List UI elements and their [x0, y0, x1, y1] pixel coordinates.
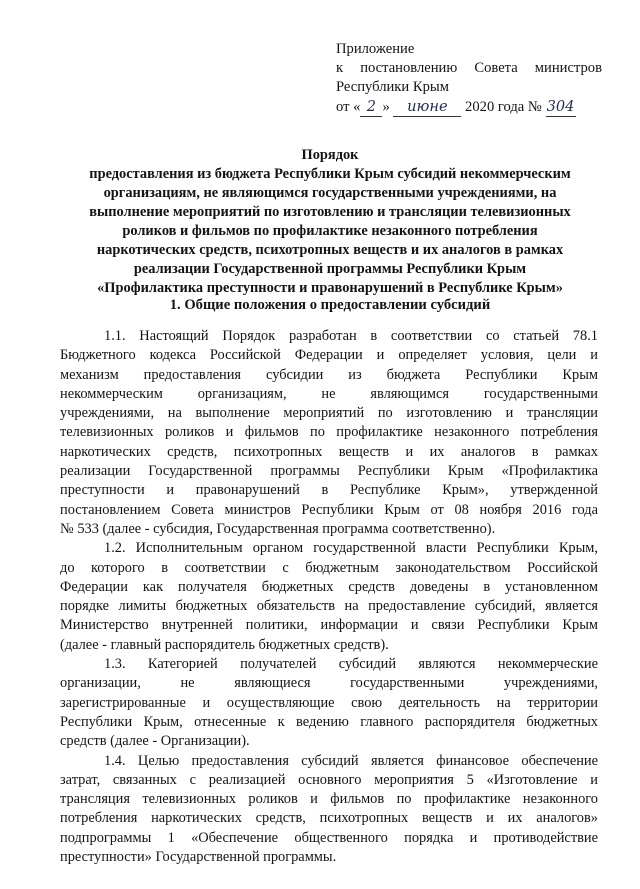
text-line: средств (далее - Организации).: [60, 733, 250, 750]
title-line: выполнение мероприятий по изготовлению и трансляции телевизионных: [89, 204, 571, 220]
paragraph-1-2: [60, 539, 598, 655]
text-line: № 533 (далее - субсидия, Государственная программа соответственно).: [60, 520, 496, 537]
text-line: зарегистрированные и осуществляющие свою деятельность на территории: [60, 694, 598, 711]
text-line: постановлением Совета министров Республики Крым от 08 ноября 2016 года: [60, 501, 598, 518]
text-line: (далее - главный распорядитель бюджетных средств).: [60, 636, 389, 653]
date-year: 2020 года №: [465, 99, 542, 115]
text-line: подпрограммы 1 «Обеспечение общественного порядка и противодействие: [60, 829, 598, 846]
title-line: «Профилактика преступности и правонарушений в Республике Крым»: [97, 280, 563, 296]
text-line: затрат, связанных с реализацией основного мероприятия 5 «Изготовление и: [60, 771, 598, 788]
title-line: предоставления из бюджета Республики Крым субсидий некоммерческим: [89, 166, 571, 182]
appendix-title: Приложение: [336, 41, 415, 57]
title-line: организациям, не являющимся государственными учреждениями, на: [103, 185, 557, 201]
text-line: 1.3. Категорией получателей субсидий являются некоммерческие: [104, 656, 598, 673]
section-heading: 1. Общие положения о предоставлении субсидий: [169, 297, 491, 313]
document-body: [60, 327, 598, 867]
text-line: механизм предоставления субсидии из бюджета Республики Крым: [60, 366, 598, 383]
text-line: Министерство внутренней политики, информации и связи Республики Крым: [60, 617, 598, 634]
text-line: 1.1. Настоящий Порядок разработан в соответствии со статьей 78.1: [104, 328, 598, 344]
date-close-quote: »: [382, 99, 390, 115]
text-line: до которого в соответствии с бюджетным законодательством Российской: [60, 559, 598, 576]
appendix-resolution-line: к постановлению Совета министров: [336, 60, 602, 76]
text-line: реализации Государственной программы Республики Крым «Профилактика: [60, 463, 598, 480]
title-line: реализации Государственной программы Республики Крым: [133, 261, 527, 277]
text-line: преступности и правонарушений в Республике Крым», утвержденной: [60, 482, 598, 499]
handwritten-day: 2: [360, 97, 382, 117]
text-line: наркотических средств, психотропных веществ и их аналогов в рамках: [60, 443, 598, 460]
text-line: порядке лимиты бюджетных обязательств на предоставление субсидий, является: [60, 598, 598, 615]
paragraph-1-3: [60, 655, 598, 751]
text-line: 1.2. Исполнительным органом государственной власти Республики Крым,: [104, 540, 598, 557]
text-line: Республики Крым, отнесенные к ведению главного распорядителя бюджетных: [60, 713, 598, 730]
text-line: учреждениями, на выполнение мероприятий по изготовлению и трансляции: [60, 405, 598, 422]
text-line: потребления наркотических средств, психотропных веществ и их аналогов»: [60, 810, 598, 827]
text-line: 1.4. Целью предоставления субсидий является финансовое обеспечение: [104, 752, 598, 769]
text-line: некоммерческим организациям, не являющимся государственными: [60, 385, 598, 402]
date-prefix: от «: [336, 99, 361, 115]
text-line: трансляция телевизионных роликов и фильмов по профилактике незаконного: [60, 791, 598, 808]
appendix-date-line: [336, 97, 602, 117]
handwritten-month: июне: [393, 97, 461, 117]
document-title: [70, 146, 590, 298]
title-line: Порядок: [301, 147, 359, 163]
title-line: наркотических средств, психотропных веществ и их аналогов в рамках: [96, 242, 564, 258]
text-line: телевизионных роликов и фильмов по профилактике незаконного потребления: [60, 424, 598, 441]
text-line: организации, не являющиеся государственными учреждениями,: [60, 675, 598, 692]
handwritten-number: 304: [546, 98, 575, 115]
appendix-republic-line: Республики Крым: [336, 79, 449, 95]
appendix-header: [336, 40, 602, 117]
title-line: роликов и фильмов по профилактике незаконного потребления: [122, 223, 538, 239]
paragraph-1-4: [60, 752, 598, 868]
text-line: преступности» Государственной программы.: [60, 849, 337, 866]
text-line: Бюджетного кодекса Российской Федерации и определяет условия, цели и: [60, 347, 598, 364]
text-line: Федерации как получателя бюджетных средств доведены в установленном: [60, 578, 598, 595]
paragraph-1-1: [60, 327, 598, 539]
